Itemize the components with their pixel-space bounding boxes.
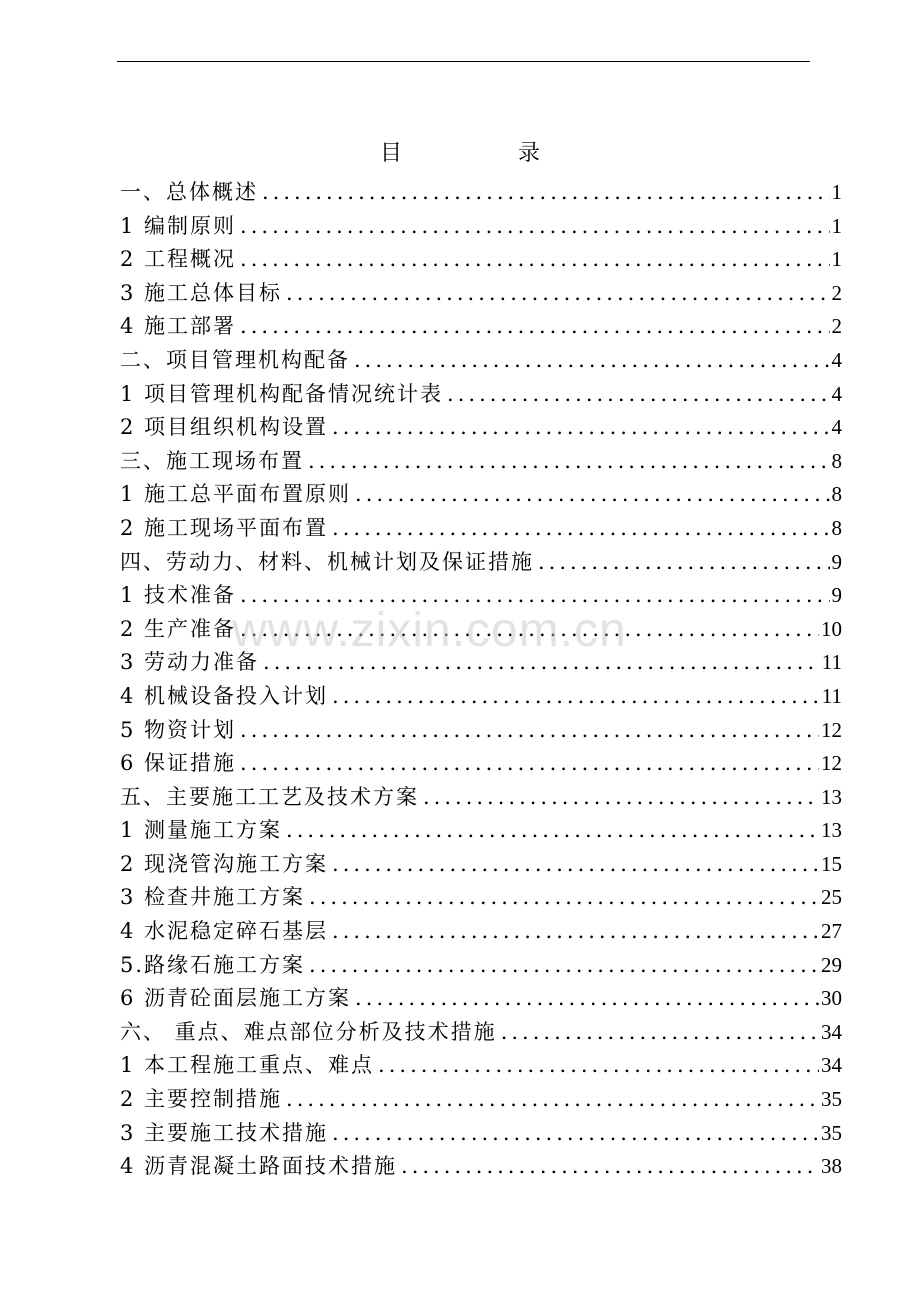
toc-leader-dots — [332, 512, 829, 546]
toc-leader-dots — [378, 1049, 819, 1083]
toc-page-number: 11 — [821, 683, 842, 708]
toc-page-number: 10 — [821, 616, 842, 641]
toc-entry-text: 4 沥青混凝土路面技术措施 — [120, 1154, 398, 1179]
toc-page-number: 15 — [821, 851, 842, 876]
toc-page-number: 12 — [821, 717, 842, 742]
toc-page-number: 1 — [831, 180, 842, 204]
toc-page-number: 1 — [831, 247, 842, 272]
toc-leader-dots — [286, 1083, 819, 1117]
toc-entry[interactable] — [120, 378, 842, 412]
toc-entry-text: 1 本工程施工重点、难点 — [120, 1053, 375, 1078]
toc-leader-dots — [538, 546, 830, 580]
toc-entry-text: 3 劳动力准备 — [120, 650, 260, 675]
toc-page-number: 11 — [821, 650, 842, 675]
toc-page-number: 8 — [831, 515, 842, 540]
toc-leader-dots — [240, 747, 819, 781]
toc-page-number: 27 — [821, 919, 842, 944]
toc-page-number: 8 — [831, 448, 842, 473]
toc-page-number: 13 — [821, 818, 842, 843]
toc-page-number: 4 — [831, 415, 842, 440]
toc-entry-text: 4 机械设备投入计划 — [120, 683, 329, 708]
toc-entry[interactable] — [120, 1016, 842, 1050]
toc-entry[interactable] — [120, 781, 842, 815]
toc-entry-text: 三、施工现场布置 — [120, 448, 304, 473]
toc-entry[interactable] — [120, 344, 842, 378]
toc-page-number: 4 — [831, 347, 842, 372]
toc-leader-dots — [309, 949, 819, 983]
watermark: www.zixin.com.cn — [232, 604, 627, 657]
toc-page-number: 9 — [831, 549, 842, 574]
toc-entry[interactable] — [120, 1150, 842, 1184]
toc-entry[interactable] — [120, 1049, 842, 1083]
toc-page-number: 38 — [821, 1154, 842, 1179]
toc-entry-text: 1 编制原则 — [120, 213, 237, 238]
toc-entry-text: 2 施工现场平面布置 — [120, 515, 329, 540]
toc-entry-text: 五、主要施工工艺及技术方案 — [120, 784, 419, 809]
toc-page-number: 2 — [831, 314, 842, 339]
toc-entry-text: 1 技术准备 — [120, 583, 237, 608]
toc-entry-text: 1 项目管理机构配备情况统计表 — [120, 381, 444, 406]
toc-leader-dots — [332, 915, 819, 949]
toc-leader-dots — [308, 445, 830, 479]
toc-entry[interactable] — [120, 881, 842, 915]
toc-page-number: 1 — [831, 213, 842, 238]
toc-entry[interactable] — [120, 1117, 842, 1151]
toc-entry-text: 1 施工总平面布置原则 — [120, 482, 352, 507]
toc-leader-dots — [286, 814, 819, 848]
toc-list — [120, 176, 842, 1184]
header-rule — [117, 61, 810, 62]
toc-entry[interactable] — [120, 411, 842, 445]
toc-leader-dots — [240, 243, 829, 277]
toc-entry[interactable] — [120, 646, 842, 680]
toc-page-number: 2 — [831, 280, 842, 305]
toc-page-number: 35 — [821, 1087, 842, 1112]
toc-entry-text: 3 施工总体目标 — [120, 280, 283, 305]
toc-entry[interactable] — [120, 714, 842, 748]
toc-leader-dots — [240, 210, 829, 244]
toc-entry-text: 四、劳动力、材料、机械计划及保证措施 — [120, 549, 534, 574]
toc-entry[interactable] — [120, 680, 842, 714]
toc-leader-dots — [447, 378, 829, 412]
toc-title — [0, 136, 920, 167]
toc-title-part2: 录 — [518, 141, 541, 166]
toc-leader-dots — [240, 714, 819, 748]
toc-entry[interactable] — [120, 915, 842, 949]
toc-entry[interactable] — [120, 445, 842, 479]
toc-entry[interactable] — [120, 814, 842, 848]
toc-leader-dots — [355, 982, 819, 1016]
toc-entry[interactable] — [120, 546, 842, 580]
toc-page-number: 35 — [821, 1120, 842, 1145]
toc-leader-dots — [240, 310, 829, 344]
toc-page-number: 12 — [821, 751, 842, 776]
toc-leader-dots — [501, 1016, 819, 1050]
toc-entry[interactable] — [120, 1083, 842, 1117]
toc-entry-text: 2 现浇管沟施工方案 — [120, 851, 329, 876]
toc-page-number: 13 — [821, 784, 842, 809]
toc-page-number: 29 — [821, 952, 842, 977]
toc-leader-dots — [332, 1117, 819, 1151]
toc-entry-text: 3 检查井施工方案 — [120, 885, 306, 910]
toc-entry-text: 2 项目组织机构设置 — [120, 415, 329, 440]
toc-leader-dots — [354, 344, 830, 378]
toc-entry-text: 六、 重点、难点部位分析及技术措施 — [120, 1019, 497, 1044]
toc-entry[interactable] — [120, 243, 842, 277]
toc-page-number: 30 — [821, 986, 842, 1011]
toc-page-number: 9 — [831, 583, 842, 608]
toc-entry-text: 4 施工部署 — [120, 314, 237, 339]
toc-entry[interactable] — [120, 512, 842, 546]
toc-leader-dots — [355, 478, 829, 512]
toc-page-number: 34 — [821, 1053, 842, 1078]
toc-entry-text: 1 测量施工方案 — [120, 818, 283, 843]
toc-entry[interactable] — [120, 949, 842, 983]
toc-title-part1: 目 — [379, 141, 402, 166]
toc-leader-dots — [423, 781, 819, 815]
toc-entry[interactable] — [120, 747, 842, 781]
toc-entry[interactable] — [120, 848, 842, 882]
toc-leader-dots — [332, 411, 829, 445]
toc-page-number: 25 — [821, 885, 842, 910]
toc-leader-dots — [262, 176, 830, 210]
toc-entry[interactable] — [120, 613, 842, 647]
toc-entry[interactable] — [120, 277, 842, 311]
toc-entry[interactable] — [120, 478, 842, 512]
toc-entry[interactable] — [120, 579, 842, 613]
toc-entry-text: 5.路缘石施工方案 — [120, 952, 306, 977]
toc-leader-dots — [240, 613, 819, 647]
toc-entry-text: 2 工程概况 — [120, 247, 237, 272]
toc-page-number: 8 — [831, 482, 842, 507]
toc-leader-dots — [309, 881, 819, 915]
toc-page-number: 4 — [831, 381, 842, 406]
toc-leader-dots — [332, 848, 819, 882]
toc-entry-text: 6 保证措施 — [120, 751, 237, 776]
toc-entry-text: 6 沥青砼面层施工方案 — [120, 986, 352, 1011]
toc-entry-text: 5 物资计划 — [120, 717, 237, 742]
toc-leader-dots — [401, 1150, 819, 1184]
toc-entry[interactable] — [120, 982, 842, 1016]
toc-leader-dots — [332, 680, 820, 714]
toc-leader-dots — [240, 579, 829, 613]
toc-entry[interactable] — [120, 210, 842, 244]
toc-entry-text: 3 主要施工技术措施 — [120, 1120, 329, 1145]
toc-entry-text: 2 主要控制措施 — [120, 1087, 283, 1112]
toc-leader-dots — [263, 646, 820, 680]
toc-entry-text: 2 生产准备 — [120, 616, 237, 641]
toc-entry-text: 4 水泥稳定碎石基层 — [120, 919, 329, 944]
toc-entry[interactable] — [120, 176, 842, 210]
toc-page-number: 34 — [821, 1019, 842, 1044]
toc-entry-text: 一、总体概述 — [120, 180, 258, 204]
toc-leader-dots — [286, 277, 829, 311]
toc-entry-text: 二、项目管理机构配备 — [120, 347, 350, 372]
toc-entry[interactable] — [120, 310, 842, 344]
